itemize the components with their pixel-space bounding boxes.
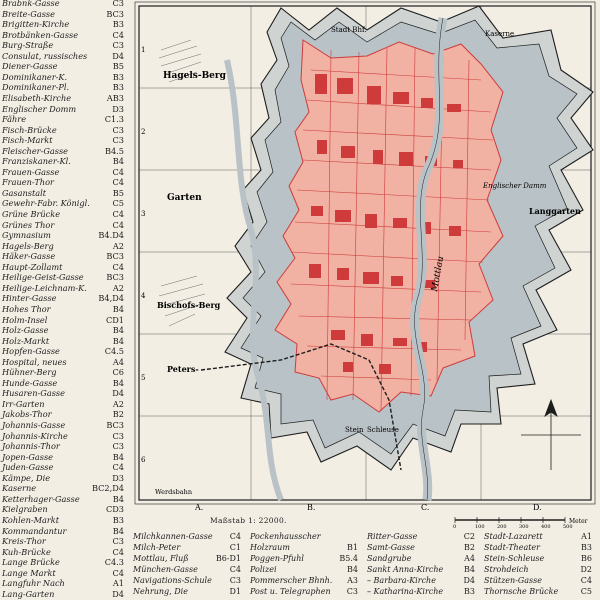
street-index-bottom [131, 531, 600, 600]
index-entry-ref: B4 [112, 451, 124, 462]
index-entry-ref: C2 [463, 532, 475, 541]
index-entry-ref: C3 [112, 0, 124, 8]
index-entry-name: Stein-Schleuse [484, 554, 545, 563]
index-entry-ref: A4 [112, 356, 124, 367]
index-entry-name: Kohlen-Markt [2, 514, 60, 525]
index-entry-ref: B6 [581, 554, 592, 563]
index-entry-name: Holz-Markt [2, 335, 50, 346]
label-motlau: Mottlau [430, 255, 447, 293]
index-entry-ref: D1 [229, 587, 241, 596]
index-entry-ref: C4 [112, 166, 124, 177]
index-entry-name: Juden-Gasse [2, 462, 54, 473]
index-entry-ref: B4 [112, 156, 124, 167]
index-entry-ref: C4 [112, 209, 124, 219]
index-entry-ref: C3 [229, 576, 241, 585]
index-entry-ref: B4 [347, 565, 358, 574]
row-label-1: 1 [141, 46, 146, 54]
index-entry-name: Heilige-Leichnam-K. [2, 282, 87, 293]
index-entry-ref: C3 [112, 135, 124, 146]
index-entry-name: Fleischer-Gasse [2, 145, 69, 156]
index-entry-name: Gymnasium [2, 230, 51, 241]
index-entry-ref: C3 [112, 124, 124, 135]
index-entry-name: Kuh-Brücke [2, 546, 51, 557]
label-stein: Stein [345, 426, 364, 434]
index-entry-name: Pockenhausscher [250, 532, 321, 541]
index-entry-ref: C4.3 [104, 557, 124, 568]
index-entry-ref: B4 [112, 303, 124, 314]
index-entry-name: Consulat, russisches [2, 50, 88, 61]
index-entry-name: Stadt-Theater [484, 543, 540, 552]
index-entry-ref: A2 [112, 282, 124, 293]
index-entry-ref: B3 [581, 543, 592, 552]
index-entry-name: Navigations-Schule [133, 576, 212, 585]
index-entry-name: Lange Markt [2, 567, 56, 578]
index-entry-name: Brotbänken-Gasse [2, 29, 79, 40]
index-entry-name: Englischer Domm [2, 103, 77, 114]
map-scale-bar [131, 514, 599, 528]
index-entry-name: Gewehr-Fabr. Königl. [2, 198, 90, 209]
index-entry-name: Hinter-Gasse [2, 293, 57, 304]
index-entry-ref: C5 [112, 198, 124, 209]
index-entry-name: Milchkannen-Gasse [133, 532, 213, 541]
bottom-index-column [250, 531, 358, 600]
index-entry-name: Jopen-Gasse [2, 451, 54, 462]
index-entry-name: Poggen-Pfuhl [250, 554, 304, 563]
index-entry-name: – Barbara-Kirche [367, 576, 436, 585]
index-entry-ref: AB3 [106, 92, 124, 103]
index-entry-ref: C3 [346, 587, 358, 596]
index-entry-name: Johannis-Kirche [2, 430, 68, 441]
index-entry-ref: C4.5 [104, 346, 124, 357]
index-entry-ref: D4 [112, 388, 124, 399]
col-label-d: D. [533, 503, 542, 512]
index-entry-ref: D4 [112, 50, 124, 61]
index-entry-name: Samt-Gasse [367, 543, 415, 552]
index-entry-name: Milch-Peter [133, 543, 181, 552]
index-entry-ref: B4 [112, 377, 124, 388]
index-entry-name: Holzraum [250, 543, 290, 552]
index-entry-name: Brabnk-Gasse [2, 0, 60, 8]
index-entry-name: Holm-Insel [2, 314, 48, 325]
old-town-district [275, 40, 503, 412]
index-entry-name: Haupt-Zollamt [2, 261, 63, 272]
scale-tick-label: 400 [541, 524, 551, 528]
index-entry-name: Langfuhr Nach [2, 578, 65, 589]
scale-tick-label: 100 [475, 524, 485, 528]
index-entry-ref: B4.D4 [98, 230, 124, 241]
index-entry-ref: C1.3 [104, 114, 124, 125]
index-entry-ref: B4.5 [104, 145, 124, 156]
col-label-b: B. [307, 503, 316, 512]
index-entry-ref: B4,D4 [98, 293, 124, 304]
index-entry-name: Häker-Gasse [2, 251, 56, 262]
index-entry-ref: B2 [464, 543, 475, 552]
city-map[interactable] [131, 0, 599, 514]
row-label-6: 6 [141, 456, 146, 464]
label-kaserne: Kaserne [485, 30, 515, 38]
index-entry-name: Ketterhager-Gasse [2, 493, 80, 504]
index-entry-name: – Katharina-Kirche [367, 587, 444, 596]
index-entry [367, 586, 475, 598]
index-entry-ref: B2 [112, 409, 124, 420]
index-entry-ref: A4 [464, 554, 475, 563]
index-entry-ref: C4 [112, 29, 124, 40]
index-entry-name: Fähre [2, 114, 27, 125]
index-entry-ref: C5 [580, 587, 592, 596]
label-englischer-damm: Englischer Damm [483, 182, 547, 190]
index-entry-name: Post u. Telegraphen [250, 587, 331, 596]
index-entry-name: Hühner-Berg [2, 367, 57, 378]
index-entry-ref: C3 [112, 40, 124, 51]
index-entry [133, 586, 241, 598]
label-langgarten: Langgarten [529, 206, 581, 216]
bottom-index-column [367, 531, 475, 600]
bottom-index-column [484, 531, 592, 600]
index-entry-ref: C4 [229, 565, 241, 574]
index-entry-ref: C4 [112, 567, 124, 578]
index-entry-name: Strohdeich [484, 565, 529, 574]
index-entry-ref: BC3 [106, 8, 124, 19]
index-entry-ref: B6-D1 [215, 554, 241, 563]
index-entry-name: Thornsche Brücke [484, 587, 559, 596]
index-entry-name: Jakobs-Thor [2, 409, 52, 420]
index-entry-ref: D4 [112, 588, 124, 599]
index-entry-name: Breite-Gasse [2, 8, 55, 19]
label-garten: Garten [167, 193, 202, 203]
index-entry-ref: B3 [464, 587, 475, 596]
index-entry-ref: C4 [112, 219, 124, 230]
index-entry-ref: A1 [581, 532, 592, 541]
index-entry-ref: C4 [112, 462, 124, 473]
index-entry-name: Mottlau, Fluß [133, 554, 189, 563]
index-entry-name: Kommandantur [2, 525, 67, 536]
row-label-3: 3 [141, 210, 146, 218]
index-entry-ref: B3 [112, 71, 124, 82]
row-label-4: 4 [141, 292, 146, 300]
index-entry-ref: D3 [112, 103, 124, 114]
bottom-index-column [133, 531, 241, 600]
map-scale-label: Maßstab 1: 22000. [210, 516, 287, 525]
index-entry-name: Grüne Brücke [2, 209, 61, 219]
index-entry-name: Sandgrube [367, 554, 412, 563]
index-entry-ref: A2 [112, 398, 124, 409]
index-entry-ref: A3 [347, 576, 358, 585]
index-entry-ref: CD1 [105, 314, 124, 325]
index-entry-name: Holz-Gasse [2, 325, 49, 336]
index-entry [484, 586, 592, 598]
index-entry-name: Dominikaner-Pl. [2, 82, 70, 93]
index-entry-name: Irr-Garten [2, 398, 45, 409]
index-entry-name: Nehrung, Die [133, 587, 188, 596]
index-entry-name: Kielgraben [2, 504, 48, 515]
index-entry-ref: C3 [112, 430, 124, 441]
index-entry-ref: C4 [112, 177, 124, 188]
index-entry-ref: B3 [112, 514, 124, 525]
scale-tick-label: 300 [519, 524, 529, 528]
index-entry-name: Ritter-Gasse [367, 532, 418, 541]
index-entry-name: Dominikaner-K. [2, 71, 68, 82]
index-entry-ref: BC3 [106, 420, 124, 430]
index-entry-ref: BC2,D4 [91, 483, 124, 494]
index-entry [250, 586, 358, 598]
index-entry-ref: B5 [112, 61, 124, 72]
index-entry-name: Frauen-Gasse [2, 166, 60, 177]
index-entry-name: Hospital, neues [2, 356, 67, 367]
label-werdsbahn: Werdsbahn [155, 488, 193, 496]
index-entry-name: Johannis-Thor [2, 441, 60, 452]
index-entry-ref: B4 [112, 525, 124, 536]
scale-tick-label: 0 [453, 524, 457, 528]
label-stadt-bhf: Stadt Bhf. [331, 26, 367, 34]
index-entry-name: Burg-Straße [2, 40, 54, 51]
index-entry-name: Stützen-Gasse [484, 576, 542, 585]
index-entry-name: Kaserne [2, 483, 37, 494]
street-index-left [0, 0, 127, 600]
index-entry-name: Hunde-Gasse [2, 377, 58, 388]
index-entry-name: Fisch-Brücke [2, 124, 57, 135]
index-entry-ref: B5 [112, 187, 124, 198]
col-label-a: A. [195, 503, 204, 512]
index-entry-ref: B1 [347, 543, 358, 552]
index-entry-name: Frauen-Thor [2, 177, 54, 188]
index-entry-ref: D3 [112, 472, 124, 483]
index-entry-ref: C4 [229, 532, 241, 541]
row-label-2: 2 [141, 128, 146, 136]
index-entry [2, 588, 124, 600]
index-entry-ref: C6 [112, 367, 124, 378]
index-entry-name: Gasanstalt [2, 187, 47, 198]
index-entry-name: Kreis-Thor [2, 536, 46, 547]
index-entry-ref: C4 [112, 261, 124, 272]
label-bischofs-berg: Bischofs-Berg [157, 300, 221, 310]
index-entry-name: Stadt-Lazarett [484, 532, 543, 541]
index-entry-name: Hohes Thor [2, 303, 51, 314]
index-entry-ref: D2 [580, 565, 592, 574]
index-entry-ref: B4 [112, 325, 124, 336]
index-entry-ref: B3 [112, 19, 124, 30]
index-entry-ref: C4 [580, 576, 592, 585]
index-entry-name: Polizei [250, 565, 277, 574]
index-entry-ref: B5.4 [339, 554, 358, 563]
index-entry-name: Husaren-Gasse [2, 388, 65, 399]
index-entry-name: Kämpe, Die [2, 472, 51, 483]
col-label-c: C. [421, 503, 430, 512]
index-entry-name: München-Gasse [133, 565, 198, 574]
index-entry-name: Hopfen-Gasse [2, 346, 60, 357]
label-peters: Peters- [167, 364, 199, 374]
index-entry-name: Hagels-Berg [2, 240, 54, 251]
index-entry-ref: B4 [112, 493, 124, 504]
index-entry-ref: B4 [112, 335, 124, 346]
scale-tick-label: 200 [497, 524, 507, 528]
index-entry-ref: CD3 [105, 504, 124, 515]
index-entry-ref: C4 [112, 546, 124, 557]
index-entry-ref: C3 [112, 441, 124, 452]
index-entry-name: Brigitten-Kirche [2, 19, 70, 30]
index-entry-name: Elisabeth-Kirche [2, 92, 72, 103]
index-entry-ref: C3 [112, 536, 124, 547]
index-entry-name: Pommerscher Bhnh. [250, 576, 333, 585]
scale-tick-label: 500 [563, 524, 573, 528]
map-canvas [131, 0, 599, 514]
scale-unit-label: Meter [569, 518, 588, 525]
index-entry-ref: C1 [229, 543, 241, 552]
index-entry-ref: BC3 [106, 272, 124, 283]
index-entry-ref: A1 [112, 578, 124, 589]
index-entry-ref: BC3 [106, 251, 124, 262]
index-entry-ref: B4 [464, 565, 475, 574]
row-label-5: 5 [141, 374, 146, 382]
index-entry-ref: B3 [112, 82, 124, 93]
index-entry-name: Johannis-Gasse [2, 420, 66, 430]
index-entry-name: Lang-Garten [2, 588, 55, 599]
index-entry-name: Franziskaner-Kl. [2, 156, 71, 167]
index-entry-name: Fisch-Markt [2, 135, 53, 146]
index-entry-name: Heilige-Geist-Gasse [2, 272, 84, 283]
index-entry-ref: D4 [463, 576, 475, 585]
index-entry-name: Grünes Thor [2, 219, 55, 230]
label-hagels-berg: Hagels-Berg [163, 71, 226, 81]
index-entry-name: Lange Brücke [2, 557, 60, 568]
label-schleuse: Schleuse [367, 426, 399, 434]
index-entry-name: Diener-Gasse [2, 61, 58, 72]
index-entry-ref: A2 [112, 240, 124, 251]
index-entry-name: Sankt Anna-Kirche [367, 565, 444, 574]
